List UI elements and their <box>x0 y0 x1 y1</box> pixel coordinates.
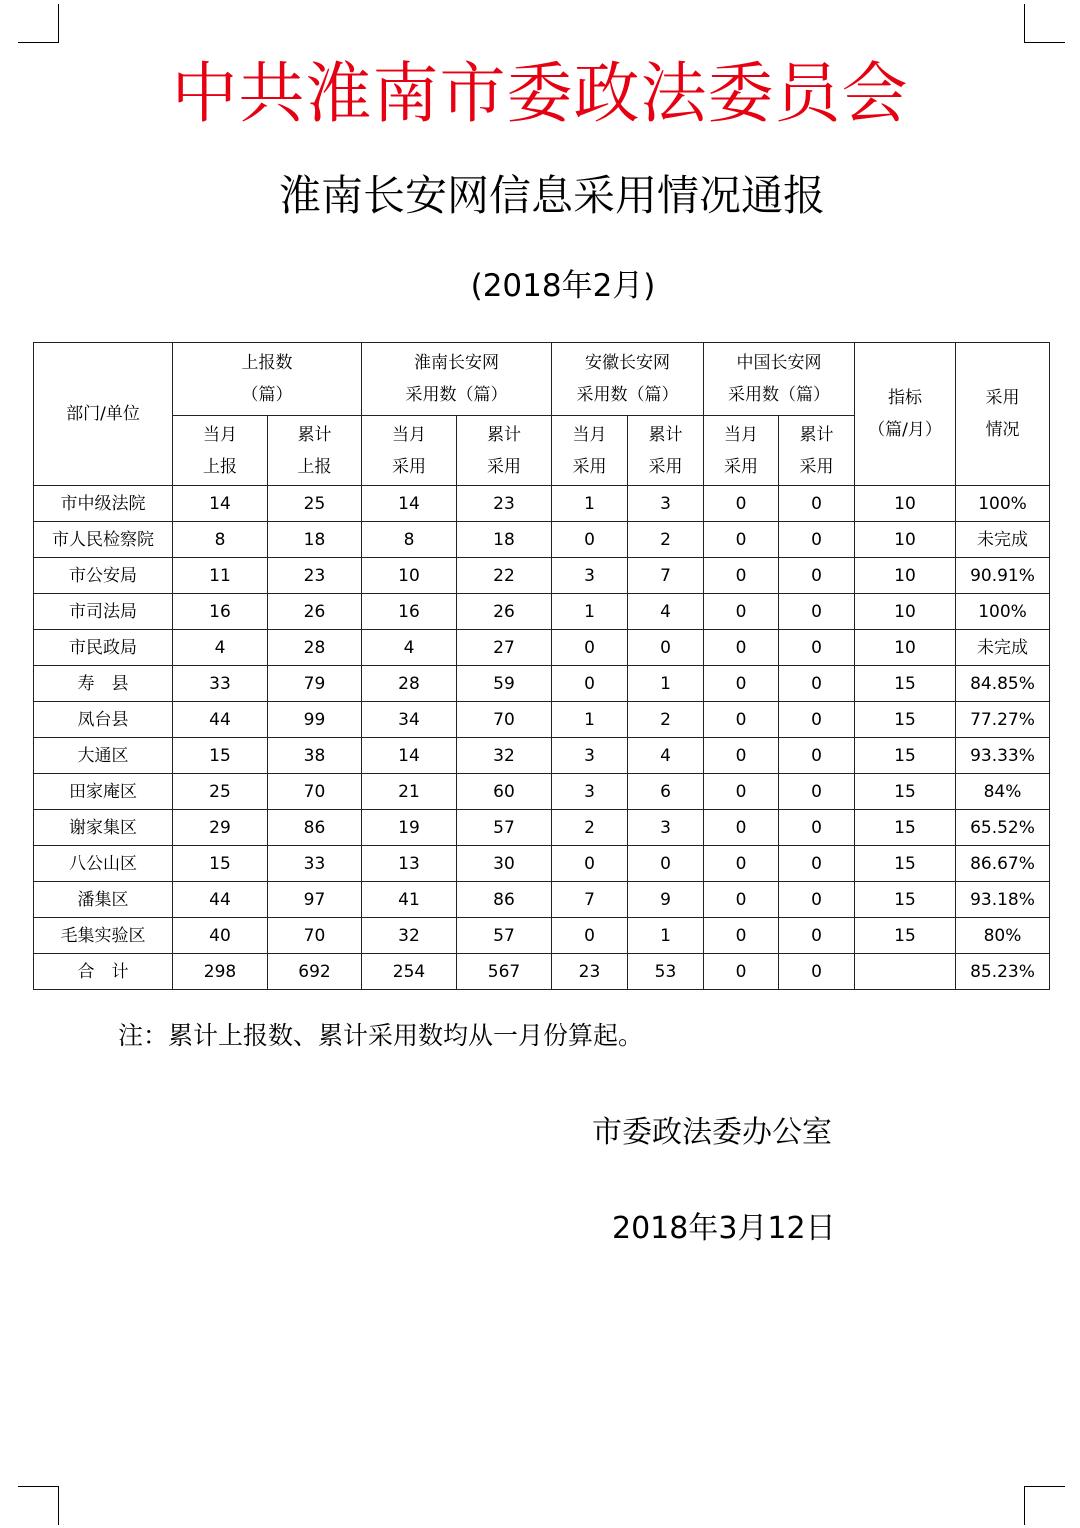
cell-target: 15 <box>855 810 956 846</box>
crop-mark-top-right <box>1024 4 1065 43</box>
table-row <box>34 774 1050 810</box>
table-row <box>34 630 1050 666</box>
table-row <box>34 882 1050 918</box>
cell-anhui-monthly: 7 <box>552 882 628 918</box>
cell-china-cumulative: 0 <box>779 954 855 990</box>
cell-dept: 毛集实验区 <box>34 918 173 954</box>
crop-mark-bottom-left <box>18 1486 59 1525</box>
subheader-huainan-monthly: 当月 采用 <box>362 416 457 486</box>
cell-target: 15 <box>855 702 956 738</box>
cell-china-cumulative: 0 <box>779 738 855 774</box>
cell-reported-cumulative: 26 <box>268 594 362 630</box>
cell-china-monthly: 0 <box>704 522 779 558</box>
table-row <box>34 954 1050 990</box>
table-row <box>34 558 1050 594</box>
cell-dept: 谢家集区 <box>34 810 173 846</box>
table-row <box>34 522 1050 558</box>
cell-rate: 85.23% <box>956 954 1050 990</box>
cell-anhui-monthly: 23 <box>552 954 628 990</box>
cell-anhui-cumulative: 0 <box>628 630 704 666</box>
cell-reported-monthly: 29 <box>173 810 268 846</box>
cell-rate: 65.52% <box>956 810 1050 846</box>
cell-target: 15 <box>855 666 956 702</box>
cell-china-monthly: 0 <box>704 810 779 846</box>
cell-target: 10 <box>855 558 956 594</box>
cell-target: 15 <box>855 846 956 882</box>
cell-huainan-monthly: 41 <box>362 882 457 918</box>
cell-reported-cumulative: 25 <box>268 486 362 522</box>
subheader-reported-cumulative: 累计 上报 <box>268 416 362 486</box>
cell-reported-monthly: 11 <box>173 558 268 594</box>
cell-rate: 80% <box>956 918 1050 954</box>
cell-anhui-cumulative: 7 <box>628 558 704 594</box>
cell-rate: 86.67% <box>956 846 1050 882</box>
cell-reported-monthly: 33 <box>173 666 268 702</box>
header-dept: 部门/单位 <box>34 343 173 486</box>
cell-china-monthly: 0 <box>704 954 779 990</box>
cell-anhui-cumulative: 6 <box>628 774 704 810</box>
cell-rate: 84% <box>956 774 1050 810</box>
cell-rate: 93.33% <box>956 738 1050 774</box>
cell-huainan-monthly: 14 <box>362 486 457 522</box>
cell-dept: 大通区 <box>34 738 173 774</box>
cell-target: 15 <box>855 918 956 954</box>
cell-reported-cumulative: 97 <box>268 882 362 918</box>
cell-china-monthly: 0 <box>704 774 779 810</box>
cell-anhui-cumulative: 1 <box>628 666 704 702</box>
cell-reported-cumulative: 18 <box>268 522 362 558</box>
table-row <box>34 810 1050 846</box>
cell-anhui-monthly: 3 <box>552 738 628 774</box>
cell-huainan-cumulative: 57 <box>457 918 552 954</box>
cell-huainan-cumulative: 60 <box>457 774 552 810</box>
table-row <box>34 846 1050 882</box>
subheader-anhui-cumulative: 累计 采用 <box>628 416 704 486</box>
cell-target: 10 <box>855 486 956 522</box>
cell-anhui-cumulative: 53 <box>628 954 704 990</box>
cell-china-cumulative: 0 <box>779 810 855 846</box>
cell-huainan-cumulative: 27 <box>457 630 552 666</box>
cell-anhui-cumulative: 9 <box>628 882 704 918</box>
crop-mark-top-left <box>18 4 59 43</box>
footnote: 注：累计上报数、累计采用数均从一月份算起。 <box>118 1021 644 1050</box>
table-row <box>34 738 1050 774</box>
cell-dept: 田家庵区 <box>34 774 173 810</box>
cell-anhui-monthly: 0 <box>552 918 628 954</box>
cell-reported-cumulative: 70 <box>268 774 362 810</box>
crop-mark-bottom-right <box>1024 1486 1065 1525</box>
cell-anhui-cumulative: 3 <box>628 486 704 522</box>
adoption-report-table <box>33 342 1050 990</box>
cell-dept: 市司法局 <box>34 594 173 630</box>
cell-reported-cumulative: 38 <box>268 738 362 774</box>
cell-rate: 100% <box>956 594 1050 630</box>
cell-reported-monthly: 44 <box>173 882 268 918</box>
cell-anhui-monthly: 1 <box>552 486 628 522</box>
table-body <box>34 486 1050 990</box>
cell-huainan-monthly: 19 <box>362 810 457 846</box>
cell-target: 10 <box>855 522 956 558</box>
table-row <box>34 666 1050 702</box>
cell-huainan-monthly: 13 <box>362 846 457 882</box>
cell-target: 10 <box>855 594 956 630</box>
cell-rate: 77.27% <box>956 702 1050 738</box>
cell-target: 10 <box>855 630 956 666</box>
cell-reported-monthly: 14 <box>173 486 268 522</box>
cell-reported-cumulative: 33 <box>268 846 362 882</box>
cell-rate: 100% <box>956 486 1050 522</box>
cell-dept: 潘集区 <box>34 882 173 918</box>
cell-huainan-cumulative: 18 <box>457 522 552 558</box>
cell-anhui-monthly: 3 <box>552 774 628 810</box>
cell-china-monthly: 0 <box>704 486 779 522</box>
cell-anhui-monthly: 2 <box>552 810 628 846</box>
cell-china-cumulative: 0 <box>779 558 855 594</box>
cell-china-monthly: 0 <box>704 558 779 594</box>
cell-china-monthly: 0 <box>704 882 779 918</box>
cell-dept: 凤台县 <box>34 702 173 738</box>
cell-reported-cumulative: 28 <box>268 630 362 666</box>
cell-anhui-cumulative: 3 <box>628 810 704 846</box>
cell-huainan-cumulative: 26 <box>457 594 552 630</box>
cell-china-cumulative: 0 <box>779 774 855 810</box>
cell-anhui-cumulative: 2 <box>628 522 704 558</box>
cell-huainan-cumulative: 23 <box>457 486 552 522</box>
cell-anhui-monthly: 0 <box>552 846 628 882</box>
cell-china-cumulative: 0 <box>779 522 855 558</box>
cell-rate: 90.91% <box>956 558 1050 594</box>
cell-reported-monthly: 298 <box>173 954 268 990</box>
cell-rate: 93.18% <box>956 882 1050 918</box>
cell-anhui-monthly: 3 <box>552 558 628 594</box>
report-period: (2018年2月) <box>470 268 656 304</box>
cell-anhui-cumulative: 1 <box>628 918 704 954</box>
table-row <box>34 594 1050 630</box>
cell-huainan-monthly: 34 <box>362 702 457 738</box>
cell-dept: 合 计 <box>34 954 173 990</box>
cell-reported-monthly: 8 <box>173 522 268 558</box>
issue-date: 2018年3月12日 <box>612 1211 836 1246</box>
cell-huainan-cumulative: 57 <box>457 810 552 846</box>
cell-anhui-cumulative: 4 <box>628 594 704 630</box>
cell-reported-cumulative: 692 <box>268 954 362 990</box>
cell-huainan-cumulative: 30 <box>457 846 552 882</box>
cell-huainan-monthly: 28 <box>362 666 457 702</box>
cell-huainan-cumulative: 32 <box>457 738 552 774</box>
cell-china-cumulative: 0 <box>779 630 855 666</box>
cell-target <box>855 954 956 990</box>
cell-target: 15 <box>855 882 956 918</box>
cell-anhui-monthly: 0 <box>552 522 628 558</box>
cell-reported-cumulative: 23 <box>268 558 362 594</box>
cell-china-monthly: 0 <box>704 666 779 702</box>
cell-reported-cumulative: 79 <box>268 666 362 702</box>
cell-china-cumulative: 0 <box>779 486 855 522</box>
cell-reported-monthly: 44 <box>173 702 268 738</box>
cell-reported-monthly: 40 <box>173 918 268 954</box>
table-row <box>34 918 1050 954</box>
document-title: 淮南长安网信息采用情况通报 <box>278 171 825 220</box>
cell-china-monthly: 0 <box>704 630 779 666</box>
subheader-china-monthly: 当月 采用 <box>704 416 779 486</box>
table-row <box>34 486 1050 522</box>
cell-huainan-monthly: 14 <box>362 738 457 774</box>
cell-huainan-monthly: 8 <box>362 522 457 558</box>
cell-anhui-cumulative: 0 <box>628 846 704 882</box>
cell-china-cumulative: 0 <box>779 882 855 918</box>
header-rate: 采用 情况 <box>956 343 1050 486</box>
cell-huainan-cumulative: 70 <box>457 702 552 738</box>
cell-reported-monthly: 25 <box>173 774 268 810</box>
organization-header: 中共淮南市委政法委员会 <box>171 55 909 132</box>
cell-reported-monthly: 15 <box>173 846 268 882</box>
cell-reported-cumulative: 86 <box>268 810 362 846</box>
header-reported: 上报数 （篇） <box>173 343 362 416</box>
subheader-anhui-monthly: 当月 采用 <box>552 416 628 486</box>
cell-huainan-cumulative: 59 <box>457 666 552 702</box>
cell-rate: 84.85% <box>956 666 1050 702</box>
cell-anhui-monthly: 0 <box>552 630 628 666</box>
cell-reported-cumulative: 70 <box>268 918 362 954</box>
cell-reported-cumulative: 99 <box>268 702 362 738</box>
table-row <box>34 702 1050 738</box>
cell-china-cumulative: 0 <box>779 594 855 630</box>
header-target: 指标 （篇/月） <box>855 343 956 486</box>
subheader-reported-monthly: 当月 上报 <box>173 416 268 486</box>
cell-reported-monthly: 16 <box>173 594 268 630</box>
cell-anhui-monthly: 1 <box>552 702 628 738</box>
cell-huainan-monthly: 32 <box>362 918 457 954</box>
cell-dept: 市民政局 <box>34 630 173 666</box>
subheader-huainan-cumulative: 累计 采用 <box>457 416 552 486</box>
header-china-adopted: 中国长安网 采用数（篇） <box>704 343 855 416</box>
header-anhui-adopted: 安徽长安网 采用数（篇） <box>552 343 704 416</box>
cell-anhui-cumulative: 4 <box>628 738 704 774</box>
cell-dept: 市公安局 <box>34 558 173 594</box>
cell-dept: 寿 县 <box>34 666 173 702</box>
cell-china-monthly: 0 <box>704 738 779 774</box>
header-huainan-adopted: 淮南长安网 采用数（篇） <box>362 343 552 416</box>
cell-china-monthly: 0 <box>704 594 779 630</box>
cell-huainan-monthly: 10 <box>362 558 457 594</box>
cell-dept: 市中级法院 <box>34 486 173 522</box>
cell-anhui-monthly: 1 <box>552 594 628 630</box>
subheader-china-cumulative: 累计 采用 <box>779 416 855 486</box>
cell-huainan-monthly: 4 <box>362 630 457 666</box>
cell-huainan-monthly: 21 <box>362 774 457 810</box>
cell-dept: 八公山区 <box>34 846 173 882</box>
cell-china-cumulative: 0 <box>779 666 855 702</box>
cell-huainan-cumulative: 22 <box>457 558 552 594</box>
cell-dept: 市人民检察院 <box>34 522 173 558</box>
cell-china-cumulative: 0 <box>779 702 855 738</box>
cell-reported-monthly: 4 <box>173 630 268 666</box>
cell-anhui-cumulative: 2 <box>628 702 704 738</box>
cell-rate: 未完成 <box>956 630 1050 666</box>
cell-china-monthly: 0 <box>704 918 779 954</box>
cell-anhui-monthly: 0 <box>552 666 628 702</box>
cell-china-monthly: 0 <box>704 702 779 738</box>
cell-china-cumulative: 0 <box>779 918 855 954</box>
cell-huainan-cumulative: 567 <box>457 954 552 990</box>
cell-reported-monthly: 15 <box>173 738 268 774</box>
cell-huainan-monthly: 254 <box>362 954 457 990</box>
cell-china-monthly: 0 <box>704 846 779 882</box>
cell-huainan-monthly: 16 <box>362 594 457 630</box>
cell-target: 15 <box>855 738 956 774</box>
cell-target: 15 <box>855 774 956 810</box>
cell-rate: 未完成 <box>956 522 1050 558</box>
issuing-office: 市委政法委办公室 <box>592 1115 832 1150</box>
cell-china-cumulative: 0 <box>779 846 855 882</box>
cell-huainan-cumulative: 86 <box>457 882 552 918</box>
